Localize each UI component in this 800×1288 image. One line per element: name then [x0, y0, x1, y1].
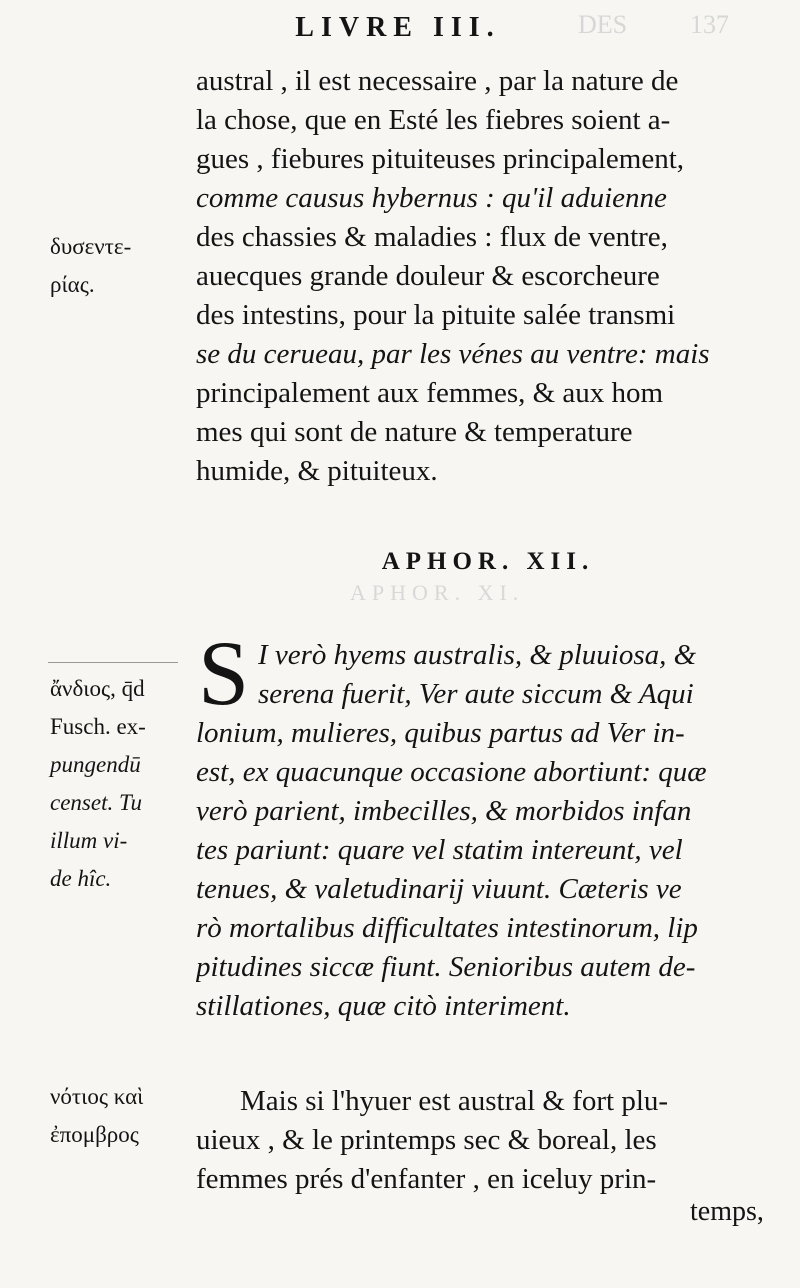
text-line: pitudines siccæ fiunt. Senioribus autem de-: [196, 951, 696, 983]
text-line: gues , fiebures pituiteuses principalement,: [196, 143, 685, 175]
header-ghost-left: DES: [578, 10, 628, 39]
text-line: I verò hyems australis, & pluuiosa, &: [258, 639, 697, 671]
text-line: austral , il est necessaire , par la nature de: [196, 65, 679, 97]
latin-passage-continued: [196, 714, 780, 1026]
margin-line: illum vi-: [50, 828, 128, 853]
margin-line: de hîc.: [50, 866, 112, 891]
text-line: auecques grande douleur & escorcheure: [196, 260, 660, 292]
text-line: mes qui sont de nature & temperature: [196, 416, 633, 448]
text-line: se du cerueau, par les vénes au ventre: mais: [196, 338, 710, 370]
text-line: humide, & pituiteux.: [196, 455, 438, 487]
header-ghost-right: 137: [690, 10, 729, 39]
margin-line: censet. Tu: [50, 790, 142, 815]
margin-note-bottom: [50, 1078, 180, 1154]
margin-note-middle: [50, 670, 180, 898]
text-line: des chassies & maladies : flux de ventre,: [196, 221, 668, 253]
text-line: des intestins, pour la pituite salée transmi: [196, 299, 676, 331]
text-line: femmes prés d'enfanter , en iceluy prin-: [196, 1163, 657, 1195]
text-line: tes pariunt: quare vel statim intereunt, vel: [196, 834, 683, 866]
text-line: verò parient, imbecilles, & morbidos infan: [196, 795, 692, 827]
catchword: temps,: [690, 1196, 764, 1227]
text-line: tenues, & valetudinarij viuunt. Cæteris ve: [196, 873, 682, 905]
text-line: rò mortalibus difficultates intestinorum, lip: [196, 912, 698, 944]
drop-cap: S: [198, 622, 250, 724]
running-title: LIVRE III.: [295, 12, 501, 43]
margin-line: pungendū: [50, 752, 141, 777]
margin-divider: [48, 662, 178, 663]
text-line: la chose, que en Esté les fiebres soient a-: [196, 104, 671, 136]
aphorism-ghost: APHOR. XI.: [350, 580, 525, 605]
margin-line: ρίας.: [50, 272, 95, 297]
margin-line: νότιος καὶ: [50, 1084, 144, 1109]
margin-note-top: [50, 228, 180, 304]
text-line: principalement aux femmes, & aux hom: [196, 377, 664, 409]
text-line: lonium, mulieres, quibus partus ad Ver in-: [196, 717, 685, 749]
aphorism-heading: APHOR. XII.: [381, 548, 595, 575]
margin-line: Fusch. ex-: [50, 714, 146, 739]
text-line: stillationes, quæ citò interiment.: [196, 990, 571, 1022]
margin-line: δυσεντε-: [50, 234, 132, 259]
text-line: uieux , & le printemps sec & boreal, les: [196, 1124, 657, 1156]
french-passage-top: [196, 62, 780, 491]
text-line: Mais si l'hyuer est austral & fort plu-: [240, 1085, 669, 1117]
margin-line: ἄνδιος, q̄d: [50, 676, 145, 701]
text-line: est, ex quacunque occasione abortiunt: quæ: [196, 756, 707, 788]
latin-passage: [258, 636, 780, 714]
text-line: comme causus hybernus : qu'il aduienne: [196, 182, 667, 214]
text-line: serena fuerit, Ver aute siccum & Aqui: [258, 678, 694, 710]
french-passage-bottom: [196, 1082, 780, 1199]
margin-line: ἐπομβρος: [50, 1122, 139, 1147]
